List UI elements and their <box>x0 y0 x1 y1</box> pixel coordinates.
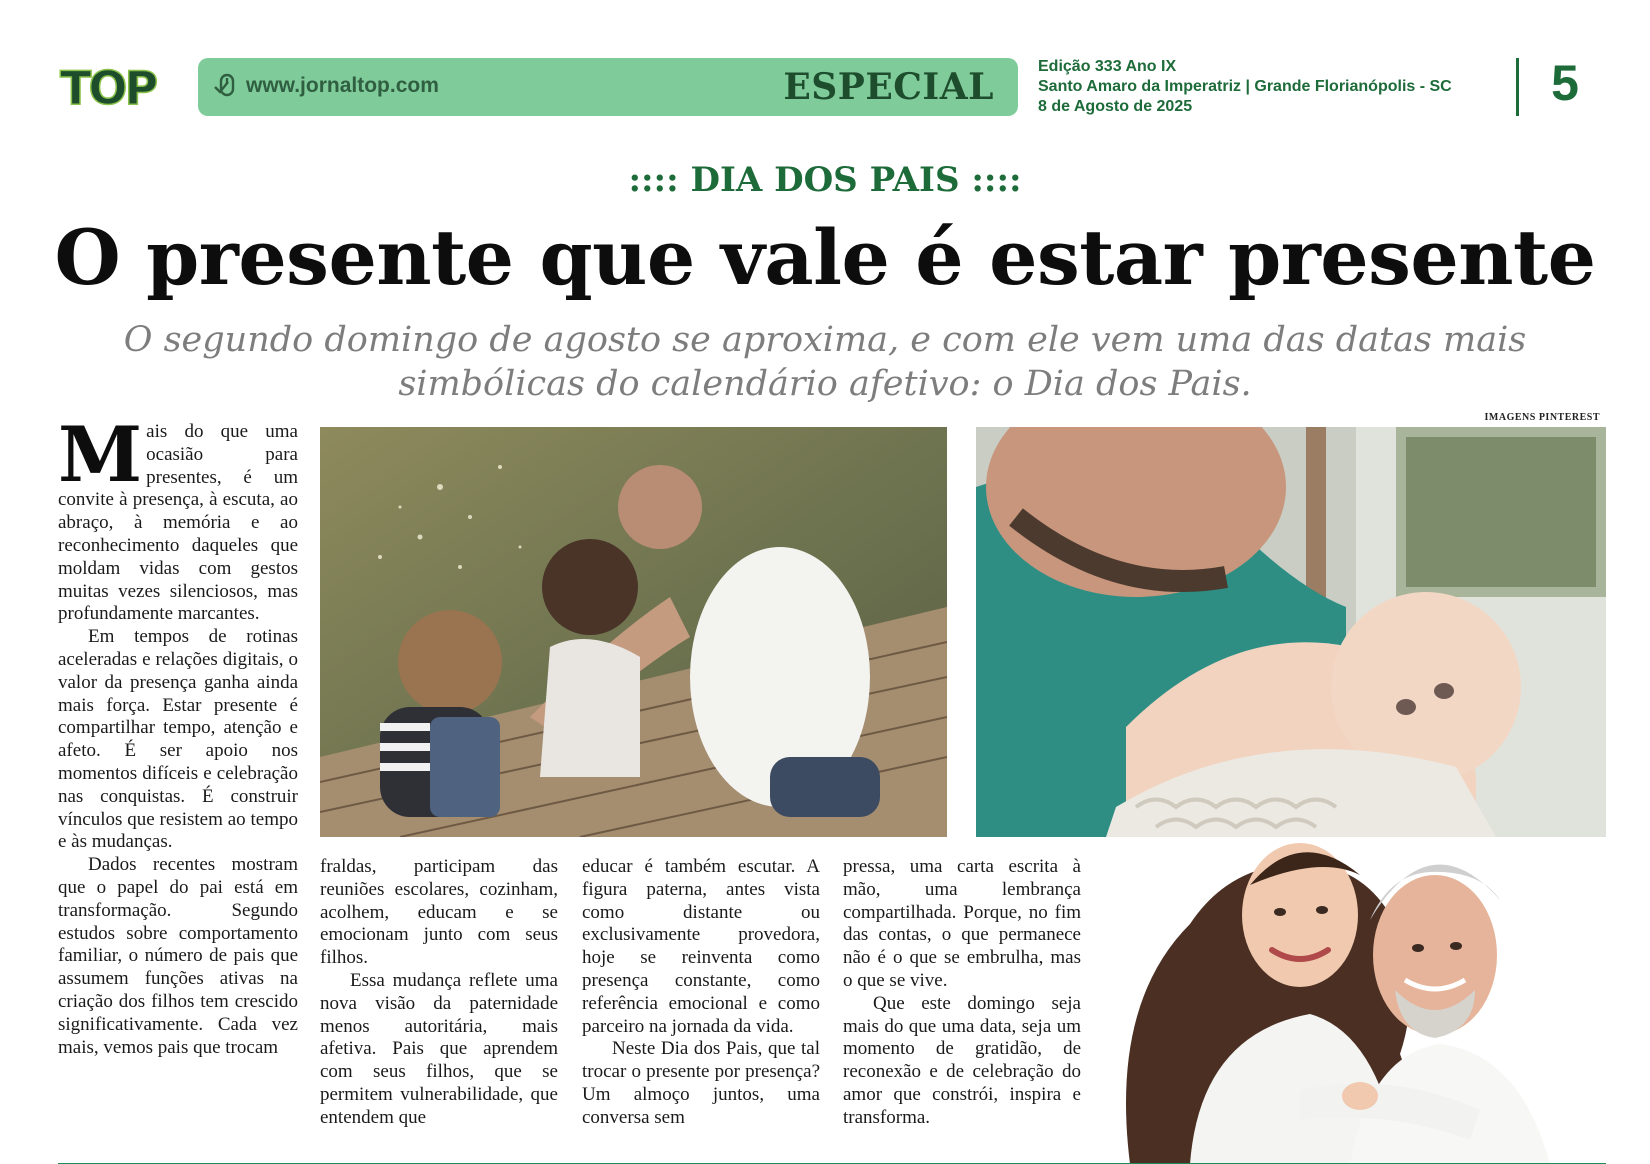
paragraph: pressa, uma carta escrita à mão, uma lembrança compartilhada. Porque, no fim das contas, o que permanece não é o que se embrulha, mas o que se vive. <box>843 856 1081 991</box>
section-label: ESPECIAL <box>783 66 994 108</box>
edition-line: Edição 333 Ano IX <box>1038 58 1177 75</box>
date-line: 8 de Agosto de 2025 <box>1038 98 1193 115</box>
drop-cap: M <box>58 410 143 499</box>
photo-father-daughters-dock <box>320 427 947 837</box>
image-credit: IMAGENS PINTEREST <box>1484 412 1600 423</box>
photo-father-with-baby <box>976 427 1606 837</box>
svg-text:TOP: TOP <box>60 61 156 114</box>
article-column-2 <box>320 856 558 1130</box>
headline: O presente que vale é estar presente <box>54 213 1596 302</box>
page-number: 5 <box>1551 55 1579 111</box>
paragraph: Que este domingo seja mais do que uma data, seja um momento de gratidão, de reconexão e de celebração do amor que constrói, inspira e transforma. <box>843 992 1081 1128</box>
mouse-hand-icon <box>212 72 240 102</box>
edition-info <box>1038 57 1498 117</box>
site-url[interactable]: www.jornaltop.com <box>246 74 439 97</box>
url-bar[interactable] <box>198 58 1018 116</box>
kicker: :::: DIA DOS PAIS :::: <box>628 160 1022 200</box>
paragraph: fraldas, participam das reuniões escolares, cozinham, acolhem, educam e se emocionam junto com seus filhos. <box>320 856 558 969</box>
paragraph: Mais do que uma ocasião para presentes, é um convite à presença, à escuta, ao abraço, à memória e ao reconhecimento daqueles que moldam vidas com gestos muitas vezes silenciosos, mas profundamente marcantes. <box>58 410 298 625</box>
location-line: Santo Amaro da Imperatriz | Grande Florianópolis - SC <box>1038 78 1452 95</box>
article-column-4 <box>843 856 1081 1130</box>
paragraph: Dados recentes mostram que o papel do pai está em transformação. Segundo estudos sobre comportamento familiar, o número de pais que assumem funções ativas na criação dos filhos tem crescido significativamente. Cada vez mais, vemos pais que trocam <box>58 854 298 1058</box>
header-divider <box>1516 58 1519 116</box>
article-column-3 <box>582 856 820 1130</box>
paragraph: Em tempos de rotinas aceleradas e relações digitais, o valor da presença ganha ainda mais força. Estar presente é compartilhar tempo, atenção e afeto. É ser apoio nos momentos difíceis e celebração nas conquistas. É construir vínculos que resistem ao tempo e às mudanças. <box>58 626 298 853</box>
photo-daughter-hugging-father <box>1100 790 1606 1164</box>
top-logo <box>58 60 170 114</box>
standfirst: O segundo domingo de agosto se aproxima, e com ele vem uma das datas mais simbólicas do calendário afetivo: o Dia dos Pais. <box>123 320 1527 404</box>
paragraph: Essa mudança reflete uma nova visão da paternidade menos autoritária, mais afetiva. Pais que aprendem com seus filhos, que se permitem vulnerabilidade, que entendem que <box>320 969 558 1128</box>
paragraph: educar é também escutar. A figura paterna, antes vista como distante ou exclusivamente provedora, hoje se reinventa como presença constante, como referência emocional e como parceiro na jornada da vida. <box>582 856 820 1037</box>
article-column-1 <box>58 410 298 1059</box>
paragraph: Neste Dia dos Pais, que tal trocar o presente por presença? Um almoço juntos, uma conversa sem <box>582 1038 820 1128</box>
